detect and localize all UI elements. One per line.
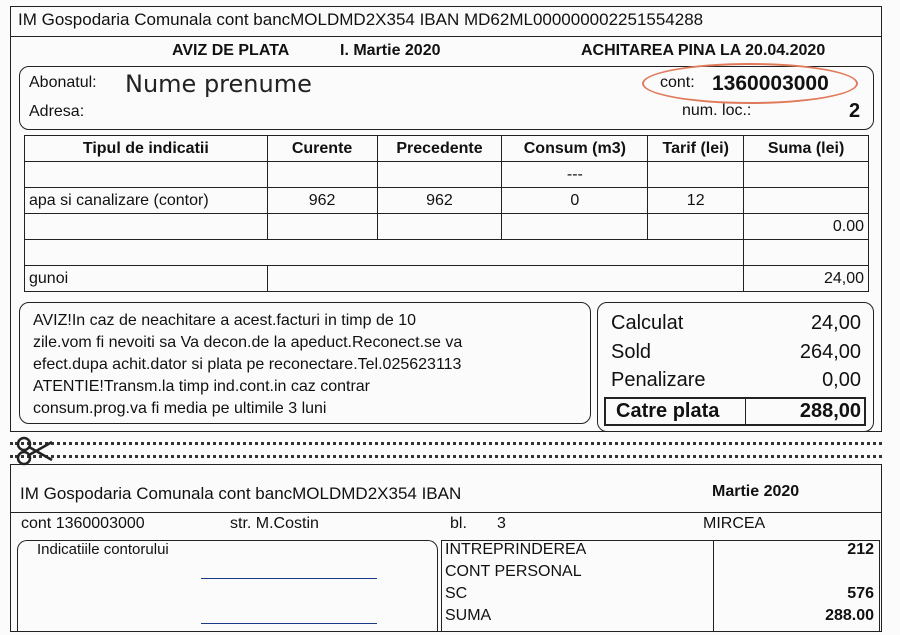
penalizare-label: Penalizare [611, 369, 706, 391]
stub-row-label: INTREPRINDEREA [445, 541, 587, 558]
stub-row-label: SC [445, 585, 468, 602]
stub-row-value: 576 [847, 585, 874, 602]
stub-row-label: SUMA [445, 607, 492, 624]
table-row [25, 266, 869, 292]
stub-block-label: bl. [450, 515, 467, 532]
table-cell: 0 [502, 188, 648, 214]
payment-deadline: ACHITAREA PINA LA 20.04.2020 [581, 42, 826, 59]
table-cell [744, 188, 869, 214]
table-row [25, 240, 869, 266]
table-cell: 12 [648, 188, 744, 214]
stub-divider [10, 512, 882, 513]
stub-issuer-line: IM Gospodaria Comunala cont bancMOLDMD2X354 IBAN [20, 484, 462, 503]
stub-account: cont 1360003000 [21, 515, 145, 532]
table-cell: 962 [377, 188, 502, 214]
sold-value: 264,00 [799, 341, 861, 363]
notice-line: efect.dupa achit.dator si plata pe reconectare.Tel.025623113 [33, 356, 462, 373]
notice-line: zile.vom fi nevoiti sa Va decon.de la apeduct.Reconect.se va [33, 334, 463, 351]
stub-row-value: 288.00 [825, 607, 874, 624]
subscriber-label: Abonatul: [29, 74, 97, 91]
table-cell: 24,00 [744, 266, 869, 292]
readings-table [24, 135, 869, 292]
meter-input-line[interactable] [201, 623, 377, 624]
stub-street: str. M.Costin [230, 515, 319, 532]
address-label: Adresa: [29, 103, 85, 120]
cut-line-lower [10, 455, 882, 458]
total-due-label: Catre plata [616, 400, 720, 422]
col-header-sum: Suma (lei) [744, 136, 869, 162]
table-cell: 962 [267, 188, 377, 214]
sold-label: Sold [611, 341, 652, 363]
col-header-previous: Precedente [377, 136, 502, 162]
calculat-label: Calculat [611, 312, 684, 334]
table-row [25, 214, 869, 240]
penalizare-value: 0,00 [822, 369, 861, 391]
stub-row-value: 212 [847, 541, 874, 558]
meter-input-line[interactable] [201, 578, 377, 579]
table-row [25, 162, 869, 188]
meter-readings-label: Indicatiile contorului [37, 541, 169, 558]
persons-label: num. loc.: [682, 102, 752, 119]
col-header-current: Curente [267, 136, 377, 162]
account-number: 1360003000 [712, 72, 829, 95]
notice-text [33, 310, 462, 420]
stub-summary-divider [713, 540, 714, 632]
table-row [25, 188, 869, 214]
total-due-value: 288,00 [799, 400, 861, 422]
doc-title: AVIZ DE PLATA [172, 42, 290, 59]
stub-row-label: CONT PERSONAL [445, 563, 582, 580]
table-cell: 0.00 [744, 214, 869, 240]
calculat-value: 24,00 [810, 312, 861, 334]
notice-line: consum.prog.va fi media pe ultimile 3 luni [33, 400, 327, 417]
table-cell: --- [502, 162, 648, 188]
table-cell: apa si canalizare (contor) [25, 188, 268, 214]
stub-period: Martie 2020 [712, 483, 800, 500]
notice-line: ATENTIE!Transm.la timp ind.cont.in caz contrar [33, 378, 370, 395]
billing-period: I. Martie 2020 [340, 42, 441, 59]
account-label: cont: [660, 74, 695, 91]
total-due-divider [745, 397, 746, 426]
notice-line: AVIZ!In caz de neachitare a acest.facturi in timp de 10 [33, 312, 417, 329]
col-header-consumption: Consum (m3) [502, 136, 648, 162]
table-cell: gunoi [25, 266, 268, 292]
stub-block-value: 3 [497, 515, 506, 532]
col-header-type: Tipul de indicatii [25, 136, 268, 162]
persons-value: 2 [849, 100, 861, 122]
subscriber-name: Nume prenume [125, 70, 312, 98]
table-header-row [25, 136, 869, 162]
cut-line [10, 442, 882, 445]
stub-name: MIRCEA [703, 515, 766, 532]
issuer-bank-line: IM Gospodaria Comunala cont bancMOLDMD2X354 IBAN MD62ML000000002251554288 [18, 10, 704, 29]
header-divider [10, 36, 882, 37]
col-header-tariff: Tarif (lei) [648, 136, 744, 162]
